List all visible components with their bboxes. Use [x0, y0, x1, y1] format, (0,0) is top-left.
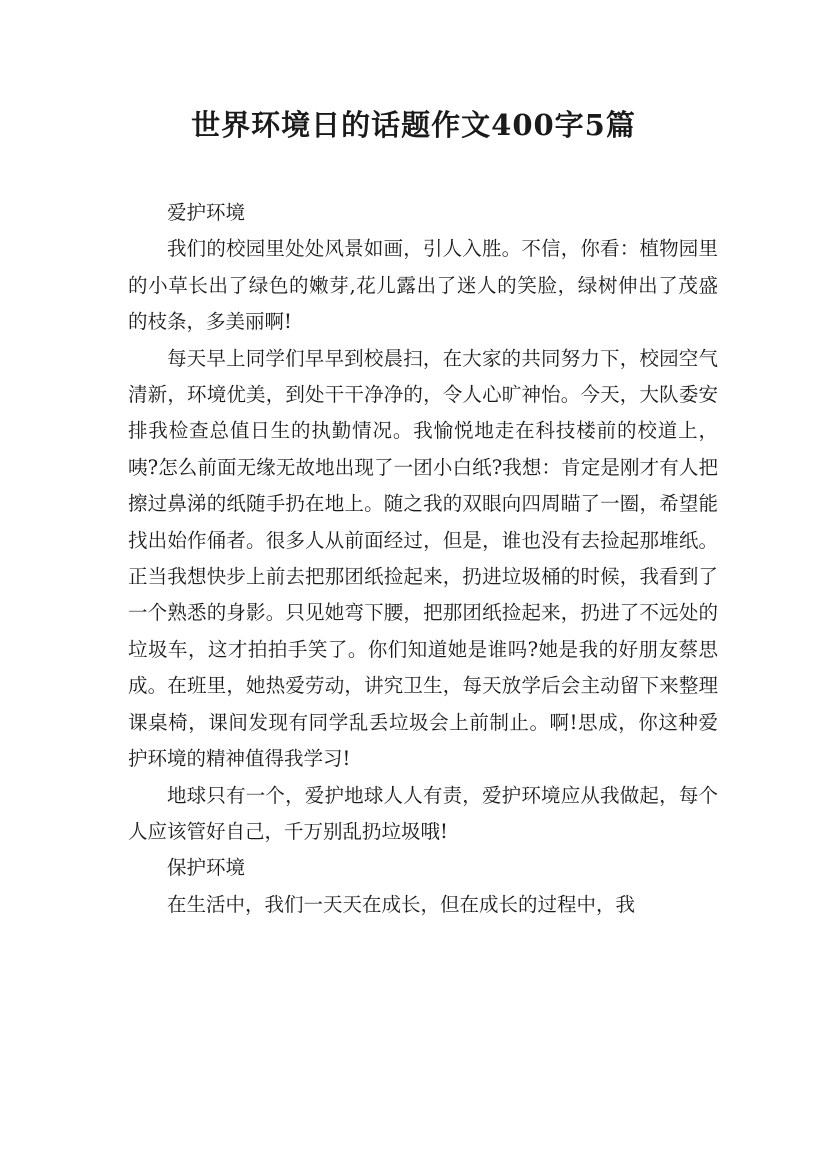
section-heading: 爱护环境	[167, 201, 246, 224]
paragraph: 地球只有一个，爱护地球人人有责，爱护环境应从我做起，每个人应该管好自己，千万别乱扔垃圾哦!	[128, 783, 718, 843]
paragraph: 每天早上同学们早早到校晨扫，在大家的共同努力下，校园空气清新，环境优美，到处干干净净的，令人心旷神怡。今天，大队委安排我检查总值日生的执勤情况。我愉悦地走在科技楼前的校道上，咦?怎么前面无缘无故地出现了一团小白纸?我想：肯定是刚才有人把擦过鼻涕的纸随手扔在地上。随之我的双眼向四周瞄了一圈，希望能找出始作俑者。很多人从前面经过，但是，谁也没有去捡起那堆纸。正当我想快步上前去把那团纸捡起来，扔进垃圾桶的时候，我看到了一个熟悉的身影。只见她弯下腰，把那团纸捡起来，扔进了不远处的垃圾车，这才拍拍手笑了。你们知道她是谁吗?她是我的好朋友蔡思成。在班里，她热爱劳动，讲究卫生，每天放学后会主动留下来整理课桌椅，课间发现有同学乱丢垃圾会上前制止。啊!思成，你这种爱护环境的精神值得我学习!	[128, 346, 718, 771]
document-title: 世界环境日的话题作文400字5篇	[191, 108, 636, 142]
section-heading: 保护环境	[167, 856, 246, 880]
document-body	[128, 195, 718, 923]
paragraph: 在生活中，我们一天天在成长，但在成长的过程中，我	[167, 892, 636, 916]
paragraph: 我们的校园里处处风景如画，引人入胜。不信，你看：植物园里的小草长出了绿色的嫩芽,花儿露出了迷人的笑脸，绿树伸出了茂盛的枝条，多美丽啊!	[128, 237, 718, 334]
